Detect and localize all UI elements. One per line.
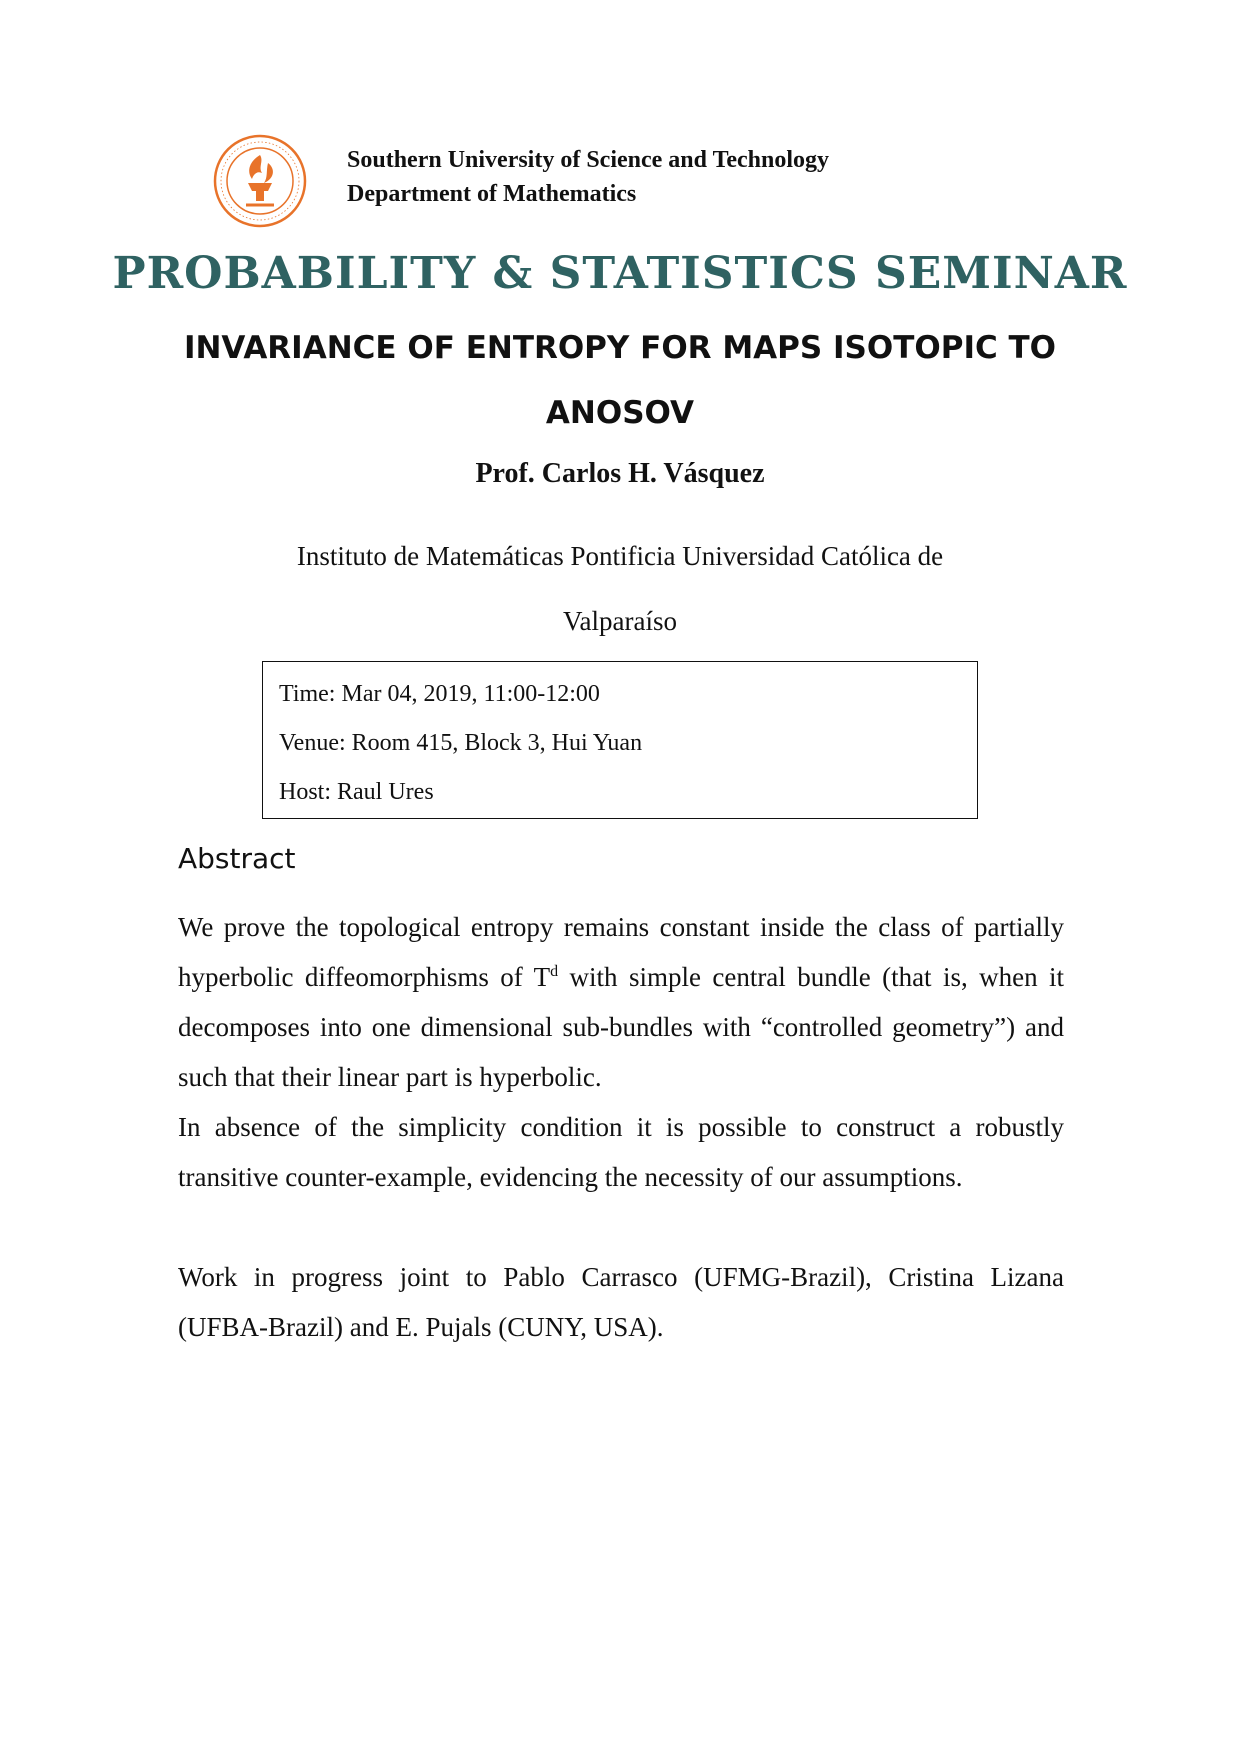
abstract-heading: Abstract — [178, 842, 296, 875]
abstract-paragraph-1 — [178, 902, 1064, 1102]
seminar-title: PROBABILITY & STATISTICS SEMINAR — [112, 248, 1128, 299]
event-host: Host: Raul Ures — [279, 779, 434, 805]
header — [212, 133, 912, 233]
abstract-p1-text-b: with simple central bundle (that is, when it decomposes into one dimensional sub-bundles with “controlled geometry”) and such that their linear part is hyperbolic. — [178, 962, 1064, 1092]
abstract-paragraph-2: In absence of the simplicity condition it is possible to construct a robustly transitive counter-example, evidencing the necessity of our assumptions. — [178, 1112, 1064, 1192]
university-seal-icon — [212, 133, 308, 229]
superscript-d: d — [550, 963, 559, 980]
department-name: Department of Mathematics — [347, 181, 637, 207]
abstract-paragraph-3: Work in progress joint to Pablo Carrasco (UFMG-Brazil), Cristina Lizana (UFBA-Brazil) and E. Pujals (CUNY, USA). — [178, 1262, 1064, 1342]
event-info-box — [262, 661, 978, 819]
speaker-affiliation: Instituto de Matemáticas Pontificia Universidad Católica de Valparaíso — [296, 541, 944, 636]
university-name: Southern University of Science and Technology — [347, 147, 830, 173]
speaker-name: Prof. Carlos H. Vásquez — [475, 458, 765, 489]
event-time: Time: Mar 04, 2019, 11:00-12:00 — [279, 681, 600, 707]
abstract-body — [178, 902, 1064, 1352]
header-text — [347, 143, 829, 211]
event-venue: Venue: Room 415, Block 3, Hui Yuan — [279, 730, 643, 756]
talk-title: INVARIANCE OF ENTROPY FOR MAPS ISOTOPIC TO ANOSOV — [183, 330, 1057, 431]
abstract-p1-text-a: We prove the topological entropy remains constant inside the class of partially hyperbolic diffeomorphisms of T — [178, 912, 1064, 992]
